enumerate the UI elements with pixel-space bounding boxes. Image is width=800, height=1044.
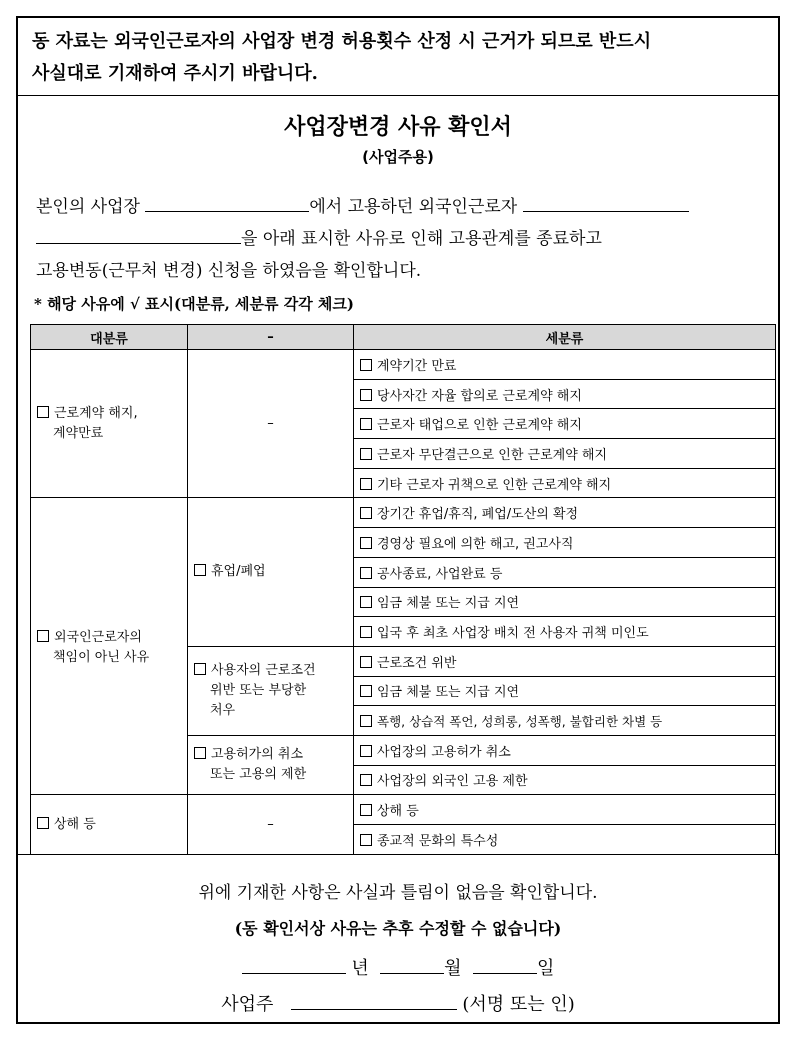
major-contract[interactable]: 근로계약 해지, 계약만료 [31,350,188,498]
sub-item[interactable]: 사업장의 외국인 고용 제한 [354,765,776,795]
form-title: 사업장변경 사유 확인서 [284,115,512,140]
sub-item[interactable]: 입국 후 최초 사업장 배치 전 사용자 귀책 미인도 [354,617,776,647]
checkbox[interactable] [360,537,372,549]
checkbox[interactable] [360,478,372,490]
signature-line [18,990,778,1016]
form-subtitle: (사업주용) [362,148,434,166]
checkbox[interactable] [360,359,372,371]
checkbox[interactable] [360,774,372,786]
header-sub: 세분류 [354,325,776,350]
year-label: 년 [351,958,369,979]
header-major: 대분류 [31,325,188,350]
notice-line-2: 사실대로 기재하여 주시기 바랍니다. [32,63,318,84]
sub-item[interactable]: 사업장의 고용허가 취소 [354,735,776,765]
sign-label: (서명 또는 인) [462,994,575,1015]
table-header-row [31,325,776,350]
major-not-fault[interactable]: 외국인근로자의 책임이 아닌 사유 [31,498,188,795]
checkbox[interactable] [360,418,372,430]
mid-violation[interactable]: 사용자의 근로조건 위반 또는 부당한 처우 [188,646,354,735]
sub-item[interactable]: 임금 체불 또는 지급 지연 [354,676,776,706]
mid-closure[interactable]: 휴업/폐업 [188,498,354,646]
mid-dash-contract: – [188,350,354,498]
checkbox-closure[interactable] [194,564,206,576]
worker-blank-2[interactable] [36,225,241,244]
checkbox[interactable] [360,804,372,816]
year-blank[interactable] [242,955,346,974]
statement-text-2: 에서 고용하던 외국인근로자 [309,197,518,217]
checkbox[interactable] [360,685,372,697]
table-row [31,498,776,528]
table-row [31,795,776,825]
sub-item[interactable]: 근로자 태업으로 인한 근로계약 해지 [354,409,776,439]
sub-item[interactable]: 종교적 문화의 특수성 [354,825,776,855]
sub-item[interactable]: 상해 등 [354,795,776,825]
instruction-text: * 해당 사유에 √ 표시(대분류, 세분류 각각 체크) [34,295,355,313]
sub-item[interactable]: 계약기간 만료 [354,350,776,380]
checkbox-contract[interactable] [37,406,49,418]
checkbox[interactable] [360,567,372,579]
mid-permit[interactable]: 고용허가의 취소 또는 고용의 제한 [188,735,354,794]
major-injury[interactable]: 상해 등 [31,795,188,854]
reason-table [30,324,776,855]
checkbox[interactable] [360,745,372,757]
statement-line-2 [36,224,602,249]
sub-item[interactable]: 폭행, 상습적 폭언, 성희롱, 성폭행, 불합리한 차별 등 [354,706,776,736]
checkbox[interactable] [360,656,372,668]
month-blank[interactable] [380,955,444,974]
date-line [18,954,778,980]
sub-item[interactable]: 장기간 휴업/휴직, 폐업/도산의 확정 [354,498,776,528]
sub-item[interactable]: 기타 근로자 귀책으로 인한 근로계약 해지 [354,468,776,498]
checkbox[interactable] [360,389,372,401]
notice-box [18,18,778,96]
sub-item[interactable]: 경영상 필요에 의한 해고, 권고사직 [354,528,776,558]
workplace-blank[interactable] [145,193,309,212]
table-row [31,350,776,380]
checkbox-permit[interactable] [194,747,206,759]
employer-label: 사업주 [221,994,274,1015]
month-label: 월 [444,958,462,979]
form-frame [16,16,780,1024]
statement-text-1: 본인의 사업장 [36,197,140,217]
header-mid: – [188,325,354,350]
checkbox[interactable] [360,448,372,460]
checkbox-injury[interactable] [37,817,49,829]
worker-blank-1[interactable] [523,193,689,212]
day-blank[interactable] [473,955,537,974]
checkbox-violation[interactable] [194,663,206,675]
sub-item[interactable]: 당사자간 자율 합의로 근로계약 해지 [354,379,776,409]
checkbox[interactable] [360,507,372,519]
day-label: 일 [537,958,555,979]
checkbox[interactable] [360,626,372,638]
checkbox-not-fault[interactable] [37,630,49,642]
statement-text-3: 을 아래 표시한 사유로 인해 고용관계를 종료하고 [241,229,602,249]
footer-divider [18,854,778,855]
sub-item[interactable]: 근로자 무단결근으로 인한 근로계약 해지 [354,439,776,469]
mid-dash-injury: – [188,795,354,854]
confirm-text: 위에 기재한 사항은 사실과 틀림이 없음을 확인합니다. [198,883,598,903]
statement-line-3: 고용변동(근무처 변경) 신청을 하였음을 확인합니다. [36,261,422,281]
statement-line-1 [36,192,689,217]
note-text: (동 확인서상 사유는 추후 수정할 수 없습니다) [234,919,562,938]
sub-item[interactable]: 임금 체불 또는 지급 지연 [354,587,776,617]
checkbox[interactable] [360,834,372,846]
sub-item[interactable]: 공사종료, 사업완료 등 [354,557,776,587]
checkbox[interactable] [360,596,372,608]
sub-item[interactable]: 근로조건 위반 [354,646,776,676]
checkbox[interactable] [360,715,372,727]
signature-blank[interactable] [291,991,457,1010]
notice-line-1: 동 자료는 외국인근로자의 사업장 변경 허용횟수 산정 시 근거가 되므로 반드시 [32,31,652,52]
